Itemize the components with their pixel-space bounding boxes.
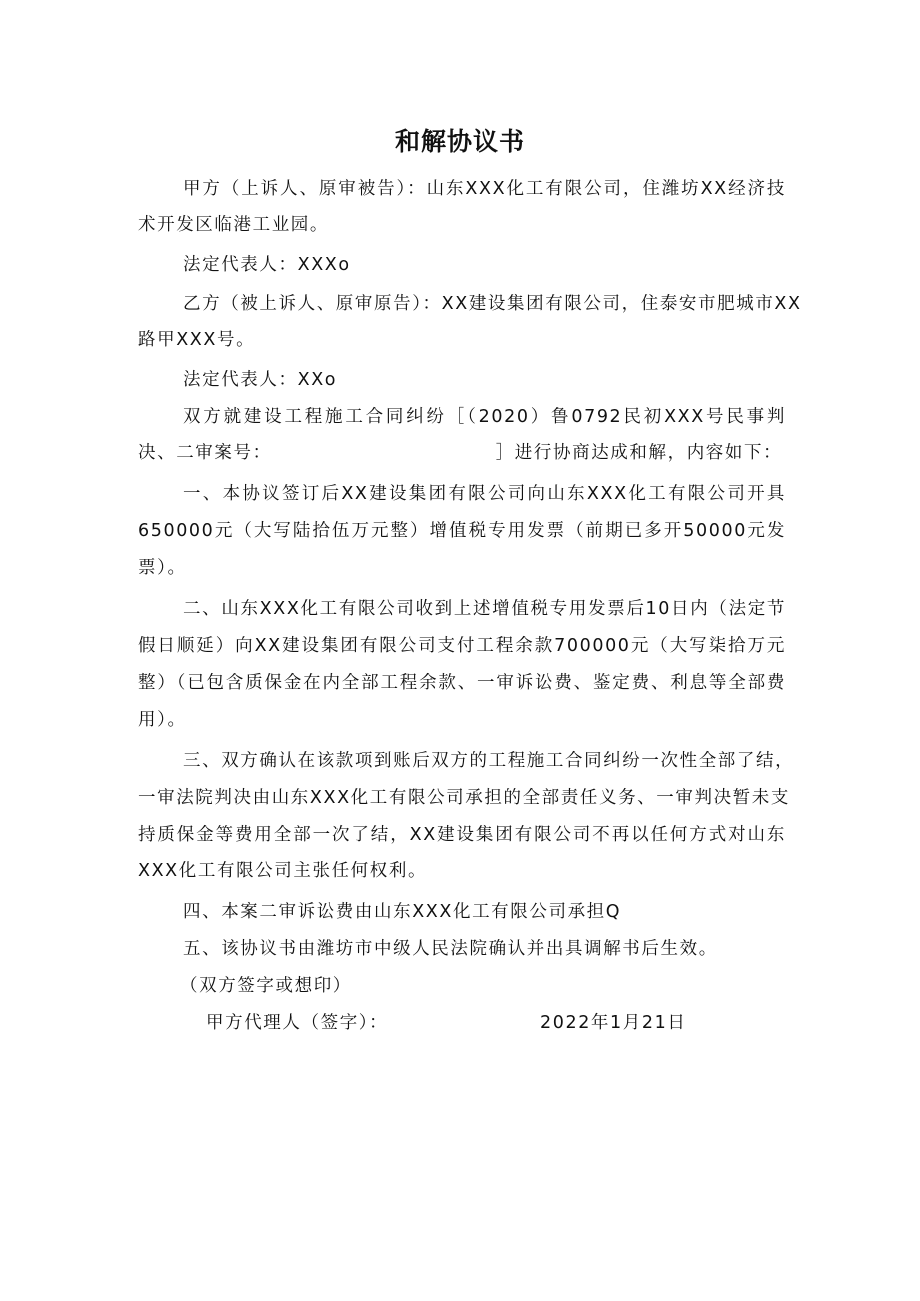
- clause-1-line-3: 票）。: [138, 558, 187, 578]
- clause-1-line-1: 一、本协议签订后XX建设集团有限公司向山东XXX化工有限公司开具: [183, 484, 786, 504]
- party-b-representative: 法定代表人：XXo: [183, 370, 338, 390]
- clause-4: 四、本案二审诉讼费由山东XXX化工有限公司承担Q: [183, 902, 622, 922]
- clause-3-line-2: 一审法院判决由山东XXX化工有限公司承担的全部责任义务、一审判决暂未支: [138, 788, 790, 808]
- intro-line-1: 双方就建设工程施工合同纠纷［（2020）鲁0792民初XXX号民事判: [183, 407, 786, 427]
- clause-1-line-2: 650000元（大写陆拾伍万元整）增值税专用发票（前期已多开50000元发: [138, 521, 786, 541]
- party-a-line-1: 甲方（上诉人、原审被告）：山东XXX化工有限公司，住潍坊XX经济技: [183, 179, 786, 199]
- agreement-date: 2022年1月21日: [540, 1013, 687, 1033]
- clause-2-line-4: 用）。: [138, 710, 187, 730]
- signature-note: （双方签字或想印）: [180, 976, 352, 996]
- clause-2-line-2: 假日顺延）向XX建设集团有限公司支付工程余款700000元（大写柒拾万元: [138, 636, 786, 656]
- party-a-line-2: 术开发区临港工业园。: [138, 215, 329, 235]
- party-a-agent-signature-label: 甲方代理人（签字）：: [206, 1013, 389, 1033]
- party-a-representative: 法定代表人：XXXo: [183, 255, 351, 275]
- intro-line-2-tail: ］进行协商达成和解，内容如下：: [495, 443, 783, 463]
- document-title: 和解协议书: [394, 127, 525, 156]
- clause-3-line-4: XXX化工有限公司主张任何权利。: [138, 861, 428, 881]
- case-number-label: 决、二审案号：: [138, 443, 272, 463]
- intro-line-2: [138, 435, 786, 471]
- clause-3-line-3: 持质保金等费用全部一次了结，XX建设集团有限公司不再以任何方式对山东: [138, 825, 786, 845]
- clause-2-line-1: 二、山东XXX化工有限公司收到上述增值税专用发票后10日内（法定节: [183, 599, 786, 619]
- clause-2-line-3: 整）（已包含质保金在内全部工程余款、一审诉讼费、鉴定费、利息等全部费: [138, 673, 786, 693]
- party-b-line-2: 路甲XXX号。: [138, 330, 256, 350]
- clause-3-line-1: 三、双方确认在该款项到账后双方的工程施工合同纠纷一次性全部了结，: [183, 751, 795, 771]
- party-b-line-1: 乙方（被上诉人、原审原告）：XX建设集团有限公司，住泰安市肥城市XX: [183, 294, 802, 314]
- clause-5: 五、该协议书由潍坊市中级人民法院确认并出具调解书后生效。: [183, 939, 718, 959]
